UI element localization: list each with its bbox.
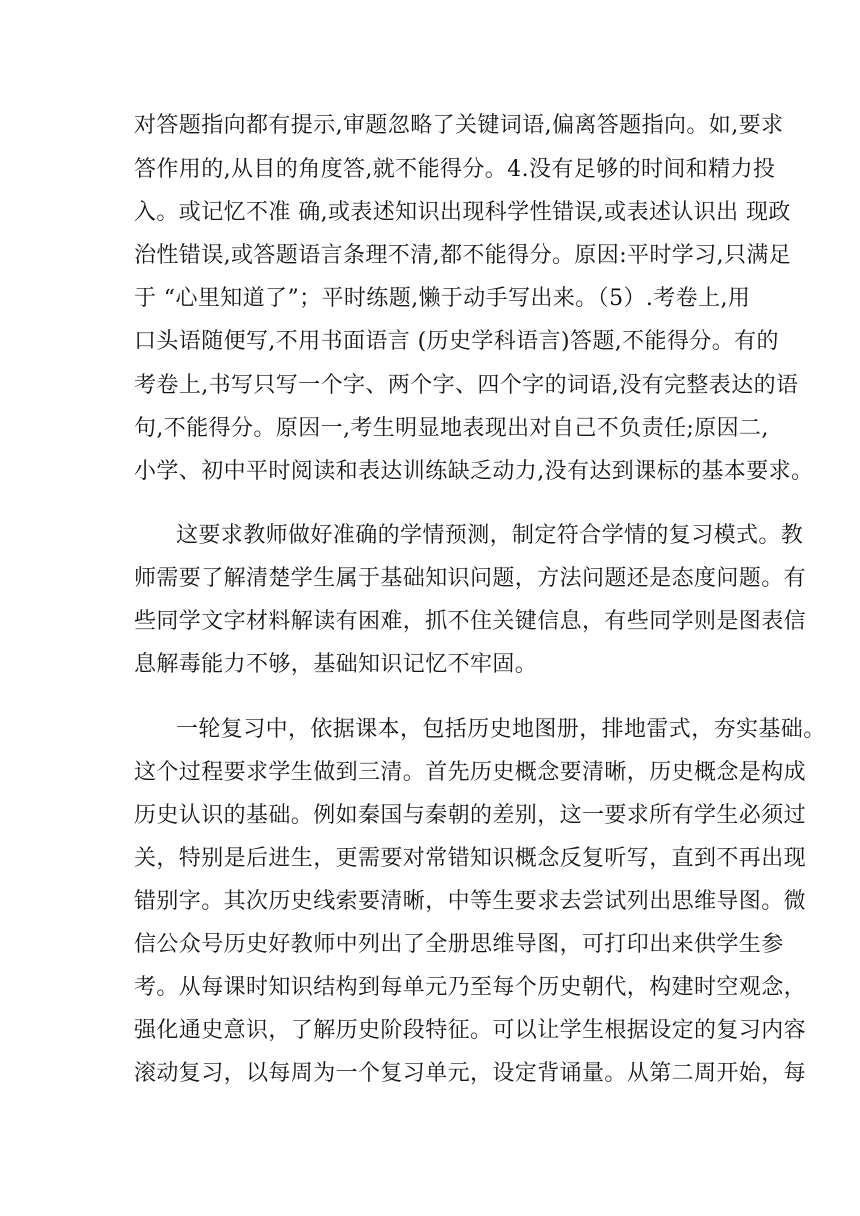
text-line: 于 “心里知道了”；平时练题,懒于动手写出来。（5）.考卷上,用 <box>134 286 751 311</box>
text-line: 师需要了解清楚学生属于基础知识问题，方法问题还是态度问题。有 <box>134 566 807 591</box>
text-line: 这个过程要求学生做到三清。首先历史概念要清晰，历史概念是构成 <box>134 760 807 785</box>
text-line: 答作用的,从目的角度答,就不能得分。4.没有足够的时间和精力投 <box>134 157 776 182</box>
text-line: 治性错误,或答题语言条理不清,都不能得分。原因:平时学习,只满足 <box>134 243 792 268</box>
text-line: 历史认识的基础。例如秦国与秦朝的差别，这一要求所有学生必须过 <box>134 803 807 828</box>
paragraph-first-line: 这要求教师做好准确的学情预测，制定符合学情的复习模式。教 <box>176 523 804 548</box>
paragraph-first-line: 一轮复习中，依据课本，包括历史地图册，排地雷式，夯实基础。 <box>176 717 826 742</box>
text-line: 口头语随便写,不用书面语言 (历史学科语言)答题,不能得分。有的 <box>134 329 779 354</box>
text-line: 信公众号历史好教师中列出了全册思维导图，可打印出来供学生参 <box>134 932 784 957</box>
text-line: 关，特别是后进生，更需要对常错知识概念反复听写，直到不再出现 <box>134 846 807 871</box>
text-line: 滚动复习，以每周为一个复习单元，设定背诵量。从第二周开始，每 <box>134 1061 807 1086</box>
text-line: 考卷上,书写只写一个字、两个字、四个字的词语,没有完整表达的语 <box>134 373 799 398</box>
text-line: 小学、初中平时阅读和表达训练缺乏动力,没有达到课标的基本要求。 <box>134 459 814 484</box>
text-line: 入。或记忆不准 确,或表述知识出现科学性错误,或表述认识出 现政 <box>134 200 791 225</box>
text-line: 息解毒能力不够，基础知识记忆不牢固。 <box>134 652 538 677</box>
text-line: 考。从每课时知识结构到每单元乃至每个历史朝代，构建时空观念， <box>134 975 807 1000</box>
text-line: 句,不能得分。原因一,考生明显地表现出对自己不负责任;原因二, <box>134 416 769 441</box>
text-line: 对答题指向都有提示,审题忽略了关键词语,偏离答题指向。如,要求 <box>134 113 784 138</box>
text-line: 错别字。其次历史线索要清晰，中等生要求去尝试列出思维导图。微 <box>134 889 807 914</box>
text-line: 些同学文字材料解读有困难，抓不住关键信息，有些同学则是图表信 <box>134 609 807 634</box>
text-line: 强化通史意识，了解历史阶段特征。可以让学生根据设定的复习内容 <box>134 1018 807 1043</box>
